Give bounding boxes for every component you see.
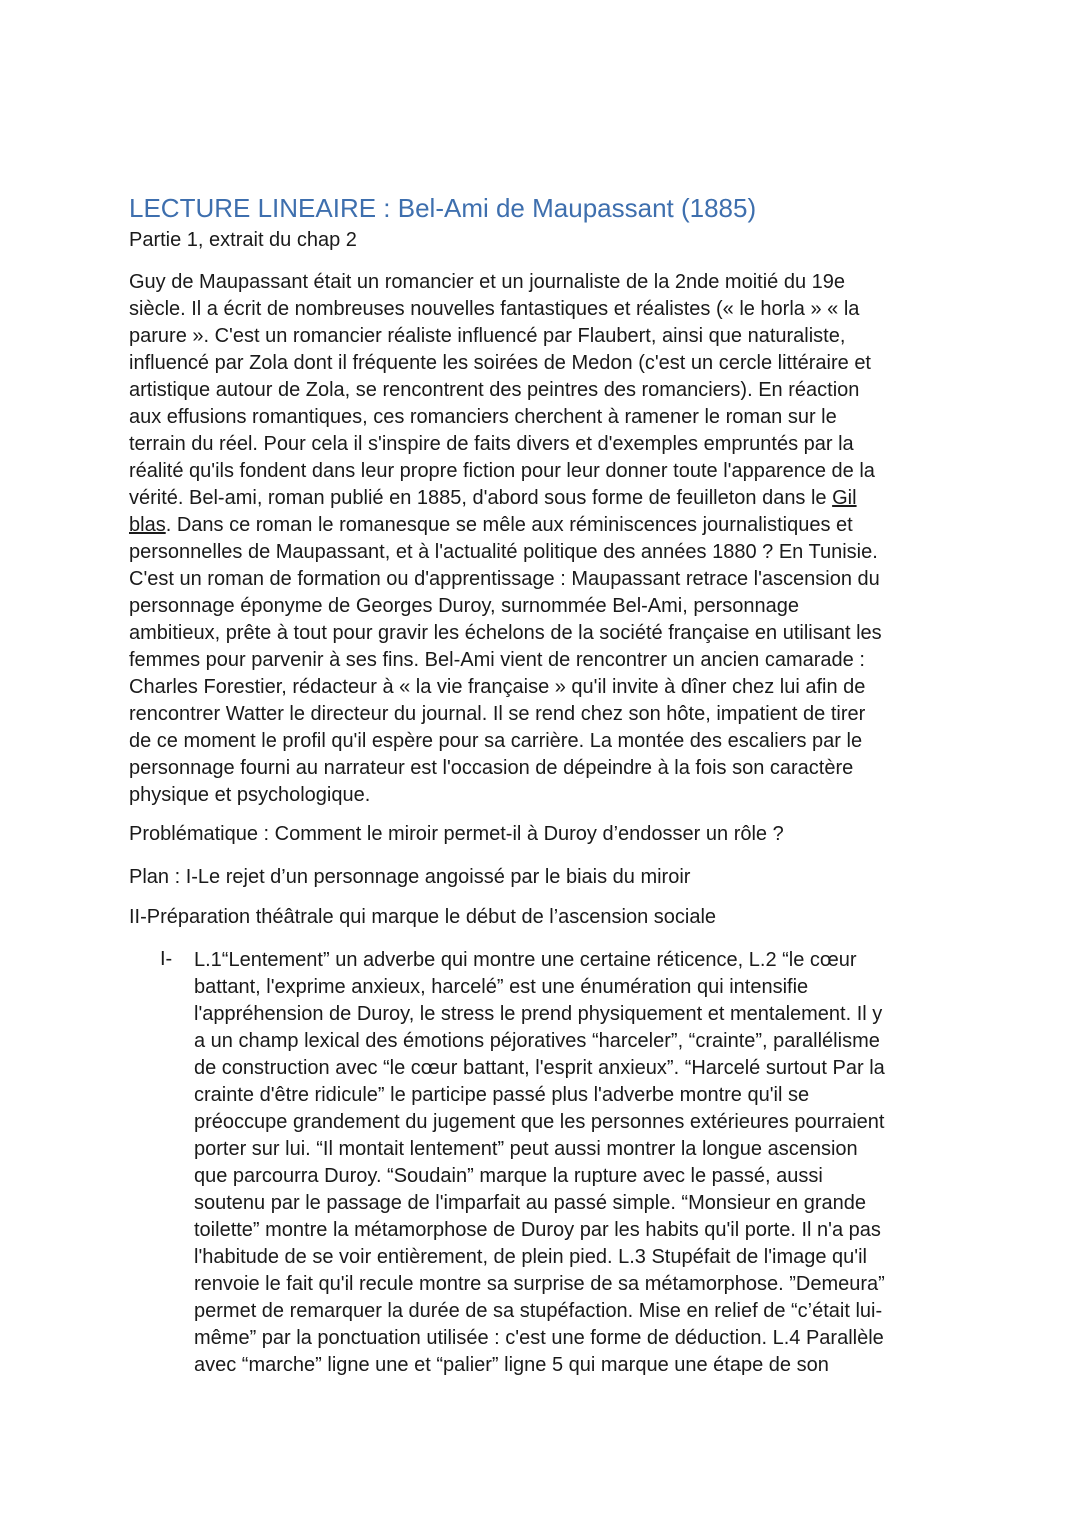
text-line: renvoie le fait qu'il recule montre sa surprise de sa métamorphose. ”Demeura” <box>194 1273 885 1295</box>
text-segment: . Dans ce roman le romanesque se mêle aux réminiscences journalistiques et <box>165 514 853 536</box>
text-line: rencontrer Watter le directeur du journal. Il se rend chez son hôte, impatient de tirer <box>129 703 866 725</box>
text-line: avec “marche” ligne une et “palier” ligne 5 qui marque une étape de son <box>194 1354 829 1376</box>
text-line: L.1“Lentement” un adverbe qui montre une certaine réticence, L.2 “le cœur <box>194 949 857 971</box>
text-line: Guy de Maupassant était un romancier et un journaliste de la 2nde moitié du 19e <box>129 271 845 293</box>
intro-paragraph <box>129 269 882 809</box>
text-line: C'est un roman de formation ou d'apprentissage : Maupassant retrace l'ascension du <box>129 568 880 590</box>
text-line: aux effusions romantiques, ces romanciers cherchent à ramener le roman sur le <box>129 406 837 428</box>
text-line: influencé par Zola dont il fréquente les soirées de Medon (c'est un cercle littéraire et <box>129 352 871 374</box>
text-line: personnelles de Maupassant, et à l'actualité politique des années 1880 ? En Tunisie. <box>129 541 878 563</box>
text-line: personnage éponyme de Georges Duroy, surnommée Bel-Ami, personnage <box>129 595 799 617</box>
plan-part-1: Plan : I-Le rejet d’un personnage angoissé par le biais du miroir <box>129 866 691 888</box>
text-segment: vérité. Bel-ami, roman publié en 1885, d'abord sous forme de feuilleton dans le <box>129 487 833 509</box>
text-line: parure ». C'est un romancier réaliste influencé par Flaubert, ainsi que naturaliste, <box>129 325 846 347</box>
underlined-title: Gil <box>832 487 857 509</box>
plan-part-2: II-Préparation théâtrale qui marque le début de l’ascension sociale <box>129 906 717 928</box>
text-line: permet de remarquer la durée de sa stupéfaction. Mise en relief de “c’était lui- <box>194 1300 883 1322</box>
text-line: préoccupe grandement du jugement que les personnes extérieures pourraient <box>194 1111 885 1133</box>
text-line: terrain du réel. Pour cela il s'inspire de faits divers et d'exemples empruntés par la <box>129 433 854 455</box>
text-line <box>129 512 882 539</box>
document-title: LECTURE LINEAIRE : Bel-Ami de Maupassant (1885) <box>129 193 757 223</box>
text-line <box>129 485 882 512</box>
text-line: de construction avec “le cœur battant, l'esprit anxieux”. “Harcelé surtout Par la <box>194 1057 885 1079</box>
text-line: de ce moment le profil qu'il espère pour sa carrière. La montée des escaliers par le <box>129 730 863 752</box>
text-line: réalité qu'ils fondent dans leur propre fiction pour leur donner toute l'apparence de la <box>129 460 875 482</box>
section-1-paragraph <box>194 947 885 1379</box>
text-line: artistique autour de Zola, se rencontrent des peintres des romanciers). En réaction <box>129 379 860 401</box>
text-line: a un champ lexical des émotions péjoratives “harceler”, “crainte”, parallélisme <box>194 1030 880 1052</box>
text-line: personnage fourni au narrateur est l'occasion de dépeindre à la fois son caractère <box>129 757 854 779</box>
section-marker: I- <box>160 948 173 970</box>
text-line: battant, l'exprime anxieux, harcelé” est une énumération qui intensifie <box>194 976 809 998</box>
text-line: l'habitude de se voir entièrement, de plein pied. L.3 Stupéfait de l'image qu'il <box>194 1246 867 1268</box>
text-line: toilette” montre la métamorphose de Duroy par les habits qu'il porte. Il n'a pas <box>194 1219 881 1241</box>
text-line: que parcourra Duroy. “Soudain” marque la rupture avec le passé, aussi <box>194 1165 823 1187</box>
text-line: même” par la ponctuation utilisée : c'est une forme de déduction. L.4 Parallèle <box>194 1327 884 1349</box>
text-line: siècle. Il a écrit de nombreuses nouvelles fantastiques et réalistes (« le horla » « la <box>129 298 860 320</box>
text-line: femmes pour parvenir à ses fins. Bel-Ami vient de rencontrer un ancien camarade : <box>129 649 865 671</box>
text-line: soutenu par le passage de l'imparfait au passé simple. “Monsieur en grande <box>194 1192 866 1214</box>
problematique: Problématique : Comment le miroir permet-il à Duroy d’endosser un rôle ? <box>129 823 784 845</box>
text-line: l'appréhension de Duroy, le stress le prend physiquement et mentalement. Il y <box>194 1003 883 1025</box>
text-line: ambitieux, prête à tout pour gravir les échelons de la société française en utilisant les <box>129 622 882 644</box>
text-line: Charles Forestier, rédacteur à « la vie française » qu'il invite à dîner chez lui afin de <box>129 676 866 698</box>
underlined-title: blas <box>129 514 166 536</box>
document-subtitle: Partie 1, extrait du chap 2 <box>129 229 357 251</box>
text-line: physique et psychologique. <box>129 784 371 806</box>
text-line: porter sur lui. “Il montait lentement” peut aussi montrer la longue ascension <box>194 1138 858 1160</box>
text-line: crainte d'être ridicule” le participe passé plus l'adverbe montre qu'il se <box>194 1084 810 1106</box>
